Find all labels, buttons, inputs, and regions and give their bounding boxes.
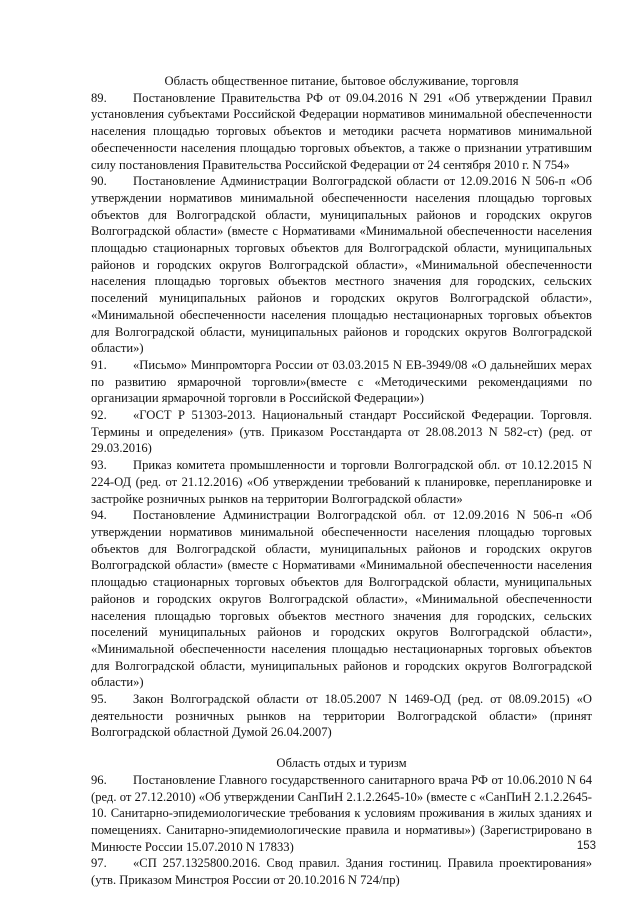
list-item — [91, 357, 592, 407]
item-text: «СП 257.1325800.2016. Свод правил. Здания гостиниц. Правила проектирования» (утв. Приказом Минстроя России от 20.10.2016 N 724/пр) — [91, 856, 592, 888]
list-item — [91, 691, 592, 741]
list-item — [91, 173, 592, 357]
item-text: Постановление Главного государственного санитарного врача РФ от 10.06.2010 N 64 (ред. от 27.12.2010) «Об утверждении СанПиН 2.1.2.2645-10» (вместе с «СанПиН 2.1.2.2645-10. Санитарно-эпидемиологические требования к условиям проживания в жилых зданиях и помещениях. Санитарно-эпидемиологические правила и нормативы») (Зарегистрировано в Минюсте России 15.07.2010 N 17833) — [91, 772, 592, 854]
list-item — [91, 457, 592, 507]
item-text: «ГОСТ Р 51303-2013. Национальный стандарт Российской Федерации. Торговля. Термины и определения» (утв. Приказом Росстандарта от 28.08.2013 N 582-ст) (ред. от 29.03.2016) — [91, 408, 592, 456]
section-heading-tourism: Область отдых и туризм — [276, 756, 407, 771]
section-heading-trade: Область общественное питание, бытовое обслуживание, торговля — [164, 74, 519, 88]
item-text: «Письмо» Минпромторга России от 03.03.2015 N ЕВ-3949/08 «О дальнейших мерах по развитию ярмарочной торговли»(вместе с «Методическими рекомендациями по организации ярмарочной торговли в Российской Федерации») — [91, 357, 592, 406]
item-number: 92. — [91, 408, 107, 423]
list-item — [91, 407, 592, 457]
list-item — [91, 855, 592, 888]
item-text: Постановление Правительства РФ от 09.04.2016 N 291 «Об утверждении Правил установления субъектами Российской Федерации нормативов минимальной обеспеченности населения площадью торговых объектов и методики расчета нормативов минимальной обеспеченности населения площадью торговых объектов, а также о признании утратившим силу постановления Правительства Российской Федерации от 24 сентября 2010 г. N 754» — [91, 90, 592, 172]
item-number: 94. — [91, 508, 107, 523]
item-number: 96. — [91, 772, 107, 787]
list-item — [91, 772, 592, 856]
item-number: 90. — [91, 174, 107, 189]
item-number: 97. — [91, 856, 107, 871]
item-number: 93. — [91, 458, 107, 473]
item-text: Приказ комитета промышленности и торговли Волгоградской обл. от 10.12.2015 N 224-ОД (ред. от 21.12.2016) «Об утверждении требований к планировке, перепланировке и застройке розничных рынков на территории Волгоградской области» — [91, 458, 592, 506]
page-number: 153 — [576, 840, 596, 852]
item-number: 89. — [91, 90, 107, 105]
list-item — [91, 90, 592, 174]
list-item — [91, 507, 592, 691]
item-text: Закон Волгоградской области от 18.05.2007 N 1469-ОД (ред. от 08.09.2015) «О деятельности розничных рынков на территории Волгоградской области» (принят Волгоградской областной Думой 26.04.2007) — [91, 692, 592, 740]
item-text: Постановление Администрации Волгоградской области от 12.09.2016 N 506-п «Об утверждении нормативов минимальной обеспеченности населения площадью торговых объектов для Волгоградской области, муниципальных районов и городских округов Волгоградской области» (вместе с Нормативами «Минимальной обеспеченности населения площадью стационарных торговых объектов для Волгоградской области, муниципальных районов и городских округов Волгоградской области», «Минимальной обеспеченности населения площадью торговых объектов местного значения для городских, сельских поселений муниципальных районов и городских округов Волгоградской области», «Минимальной обеспеченности населения площадью нестационарных торговых объектов для Волгоградской области, муниципальных районов и городских округов Волгоградской области») — [91, 174, 592, 356]
item-number: 95. — [91, 692, 107, 707]
item-number: 91. — [91, 357, 107, 372]
document-page — [91, 73, 592, 889]
item-text: Постановление Администрации Волгоградской обл. от 12.09.2016 N 506-п «Об утверждении нормативов минимальной обеспеченности населения площадью торговых объектов для Волгоградской области, муниципальных районов и городских округов Волгоградской области» (вместе с Нормативами «Минимальной обеспеченности населения площадью стационарных торговых объектов для Волгоградской области, муниципальных районов и городских округов Волгоградской области», «Минимальной обеспеченности населения площадью торговых объектов местного значения для городских, сельских поселений муниципальных районов и городских округов Волгоградской области», «Минимальной обеспеченности населения площадью нестационарных торговых объектов для Волгоградской области, муниципальных районов и городских округов Волгоградской области») — [91, 508, 592, 690]
